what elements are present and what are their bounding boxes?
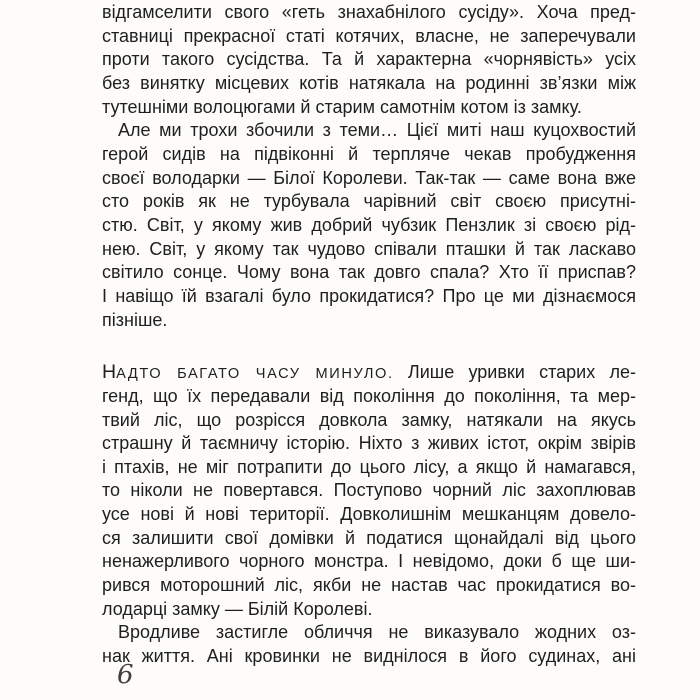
text-line (102, 361, 636, 385)
text-line: нею. Світ, у якому так чудово співали пташки й так ласкаво (102, 238, 636, 259)
text-line: І навіщо їй взагалі було прокидатися? Про це ми дізнаємося (102, 285, 636, 306)
text-line: нак життя. Ані кровинки не виднілося в його судинах, ані (102, 646, 636, 667)
page-number: 6 (117, 660, 134, 690)
text-line: відгамселити свого «геть знахабнілого сусіду». Хоча пред- (102, 2, 636, 22)
text-line: Вродливе застигле обличчя не виказувало жодних оз- (118, 622, 636, 643)
text-line: ненажерливого чорного монстра. І невідомо, доки б ще ши- (102, 551, 636, 572)
text-line: лодарці замку — Білій Королеві. (102, 598, 373, 619)
text-line: стю. Світ, у якому жив добрий чубзик Пензлик зі своєю рід- (102, 214, 636, 235)
text-line: генд, що їх передавали від покоління до покоління, та мер- (102, 385, 636, 406)
text-line: своєї володарки — Білої Королеви. Так-так — саме вона вже (102, 167, 636, 188)
text-line: твий ліс, що розрісся довкола замку, натякали на якусь (102, 409, 636, 430)
text-line: і птахів, не міг потрапити до цього лісу, а якщо й намагався, (102, 456, 636, 477)
text-line: ставниці прекрасної статі котячих, власне, не заперечували (102, 25, 636, 46)
paragraph (102, 119, 636, 332)
text-line: сто років як не турбувала чарівний світ своєю присутні- (102, 191, 636, 212)
text-line: ся залишити свої домівки й податися щонайдалі від цього (102, 527, 636, 548)
text-line: страшну й таємничу історію. Ніхто з живих істот, окрім звірів (102, 433, 636, 454)
text-line: тутешніми волоцюгами й старим самотнім котом із замку. (102, 96, 582, 117)
text-line: усе нові й нові території. Довколишнім мешканцям довело- (102, 504, 636, 525)
section-lead-caps: АДТО БАГАТО ЧАСУ МИНУЛО. (116, 366, 394, 383)
text-line: світило сонце. Чому вона так довго спала? Хто її приспав? (102, 262, 636, 283)
text-column (102, 1, 636, 669)
paragraph (102, 361, 636, 621)
text-line: герой сидів на підвіконні й терпляче чекав пробудження (102, 143, 636, 164)
paragraph (102, 1, 636, 119)
text-line: без винятку місцевих котів натякала на родинні зв’язки між (102, 72, 636, 93)
text-line: проти такого сусідства. Та й характерна «чорнявість» усіх (102, 49, 636, 70)
text-line: то ніколи не повертався. Поступово чорний ліс захоплював (102, 480, 636, 501)
paragraph (102, 621, 636, 668)
section-lead-initial: Н (102, 361, 117, 384)
text-line: Але ми трохи збочили з теми… Цієї миті наш куцохвостий (118, 120, 636, 141)
text-line: рився моторошний ліс, якби не настав час прокидатися во- (102, 575, 636, 596)
text-line: пізніше. (102, 309, 168, 330)
section-lead-continuation: Лише уривки старих ле- (393, 362, 636, 383)
